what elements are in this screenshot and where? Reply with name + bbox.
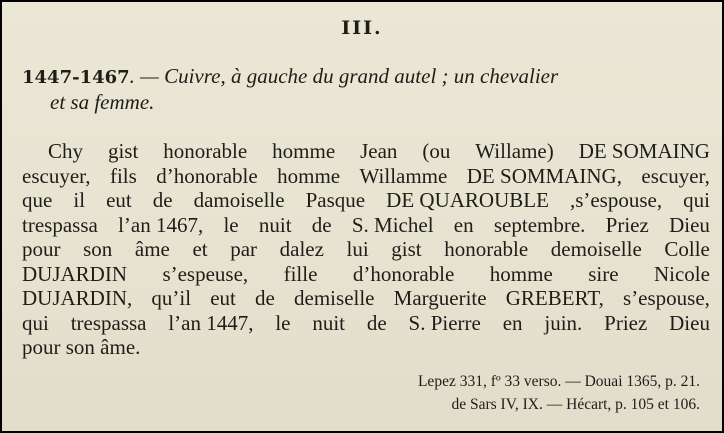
inscription-line [22, 164, 710, 189]
inscription-word: ,s’espouse, [569, 188, 663, 212]
inscription-word: l’an 1447, [168, 310, 254, 335]
inscription-word: DUJARDIN [22, 261, 127, 286]
inscription-line [22, 139, 710, 164]
inscription-word: pour [22, 237, 61, 261]
inscription-word: demiselle [294, 286, 375, 310]
inscription-word: DE SOMMAING, [466, 163, 622, 188]
inscription-word: Willame) [475, 139, 554, 163]
inscription-word: Marguerite [393, 286, 487, 310]
inscription-word: d’honorable [352, 261, 455, 286]
inscription-word: Jean [360, 139, 398, 163]
inscription-word: fille [283, 261, 318, 286]
inscription-line [22, 335, 710, 360]
inscription-word: DE QUAROUBLE [386, 188, 549, 212]
inscription-word: âme [134, 237, 170, 261]
inscription-word: trespassa [70, 310, 147, 335]
inscription-word: honorable [163, 139, 248, 163]
entry-date: 1447-1467 [22, 67, 130, 88]
inscription-word: escuyer, [22, 163, 91, 188]
inscription-word: escuyer, [641, 163, 710, 188]
inscription-word: septembre. [493, 212, 586, 237]
inscription-word: homme [272, 139, 336, 163]
inscription-word: juin. [544, 310, 583, 335]
inscription-line [22, 213, 710, 238]
inscription-word: le [275, 310, 291, 335]
inscription-word: damoiselle [193, 188, 285, 212]
inscription-word: de [311, 212, 332, 237]
entry-description-continued: et sa femme. [50, 90, 155, 114]
inscription-word: le [223, 212, 239, 237]
inscription-word: S. Michel [351, 212, 434, 237]
inscription-line [22, 262, 710, 287]
reference-line-2: de Sars IV, IX. — Hécart, p. 105 et 106. [451, 396, 700, 413]
entry-description: . — Cuivre, à gauche du grand autel ; un chevalier [129, 64, 559, 88]
inscription-line [22, 188, 710, 213]
inscription-line [22, 286, 710, 311]
inscription-word: honorable [444, 237, 529, 261]
inscription-word: eut [106, 188, 132, 212]
inscription-word: sire [588, 261, 619, 286]
inscription-word: son [83, 237, 113, 261]
inscription-word: gist [107, 139, 139, 163]
inscription-word: d’honorable [156, 163, 258, 188]
inscription-text [22, 139, 710, 360]
inscription-word: pour son âme. [22, 335, 141, 359]
inscription-word: l’an 1467, [118, 212, 204, 237]
inscription-word: Chy [48, 139, 84, 163]
inscription-word: s’espeuse, [162, 261, 249, 286]
reference-line-1: Lepez 331, fº 33 verso. — Douai 1365, p. 21. [417, 373, 700, 390]
inscription-word: fils [109, 163, 137, 188]
inscription-word: trespassa [22, 212, 98, 237]
inscription-word: lui [346, 237, 369, 261]
inscription-word: et [192, 237, 208, 261]
inscription-word: que [22, 188, 53, 212]
inscription-word: Priez [605, 212, 649, 237]
inscription-word: Willamme [359, 163, 448, 188]
entry-heading-line-1 [22, 64, 712, 90]
inscription-word: qui [22, 310, 49, 335]
inscription-word: (ou [422, 139, 451, 163]
entry-heading [22, 64, 712, 115]
inscription-word: demoiselle [550, 237, 642, 261]
inscription-word: de [255, 286, 275, 310]
inscription-word: gist [391, 237, 422, 261]
document-page [2, 2, 722, 431]
inscription-word: homme [277, 163, 341, 188]
inscription-word: de [366, 310, 387, 335]
inscription-word: DE SOMAING [578, 139, 710, 163]
inscription-word: Priez [604, 310, 648, 335]
inscription-word: Nicole [653, 261, 710, 286]
inscription-word: de [152, 188, 173, 212]
inscription-word: dalez [279, 237, 324, 261]
inscription-line [22, 311, 710, 336]
inscription-word: DUJARDIN, [22, 286, 133, 310]
inscription-word: s’espouse, [623, 286, 710, 310]
inscription-word: GREBERT, [505, 286, 604, 310]
inscription-word: Colle [664, 237, 710, 261]
inscription-word: Dieu [669, 212, 710, 237]
inscription-word: Pasque [305, 188, 366, 212]
inscription-word: qu’il [151, 286, 192, 310]
section-number: III. [341, 17, 383, 39]
inscription-word: S. Pierre [408, 310, 481, 335]
inscription-word: nuit [258, 212, 292, 237]
inscription-word: nuit [312, 310, 346, 335]
inscription-word: homme [489, 261, 553, 286]
inscription-word: il [73, 188, 86, 212]
inscription-word: en [453, 212, 474, 237]
inscription-word: eut [210, 286, 236, 310]
inscription-word: en [502, 310, 523, 335]
inscription-word: qui [683, 188, 710, 212]
inscription-word: par [230, 237, 258, 261]
inscription-word: Dieu [669, 310, 710, 335]
inscription-line [22, 237, 710, 262]
